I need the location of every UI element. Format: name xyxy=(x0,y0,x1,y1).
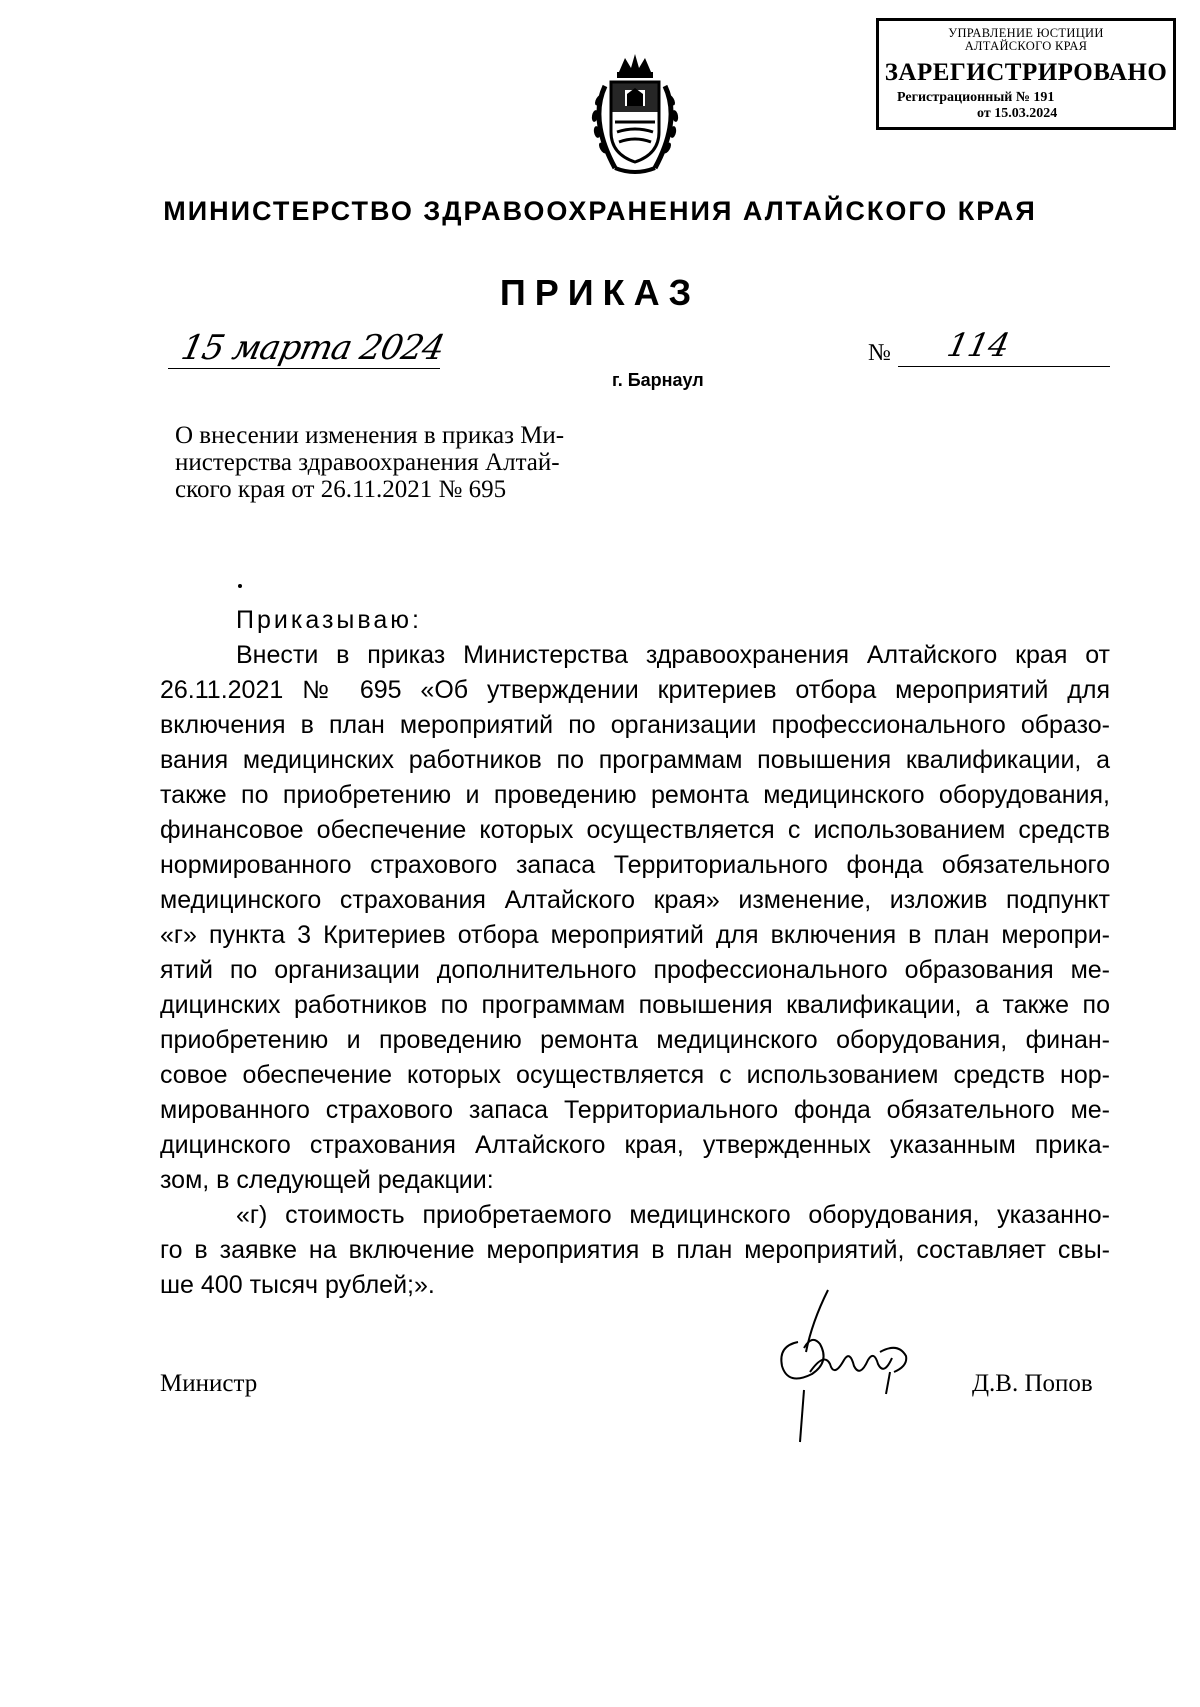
body-line: дицинского страхования Алтайского края, утвержденных указанным прика- xyxy=(160,1131,1110,1159)
body-line: приобретению и проведению ремонта медицинского оборудования, финан- xyxy=(160,1026,1110,1054)
subject-line: О внесении изменения в приказ Ми- xyxy=(175,422,565,449)
stray-dot xyxy=(238,584,242,588)
body-line: нормированного страхового запаса Территориального фонда обязательного xyxy=(160,851,1110,879)
stamp-reg-number: 191 xyxy=(1033,90,1055,105)
body-line: Внести в приказ Министерства здравоохранения Алтайского края от xyxy=(236,641,1110,669)
city-label: г. Барнаул xyxy=(612,370,704,390)
date-underline xyxy=(168,368,440,369)
document-type-title: ПРИКАЗ xyxy=(499,272,701,313)
body-line: мированного страхового запаса Территориального фонда обязательного ме- xyxy=(160,1096,1110,1124)
stamp-date-row xyxy=(879,106,1173,122)
subject-line: ского края от 26.11.2021 № 695 xyxy=(175,476,507,503)
body-line: го в заявке на включение мероприятия в план мероприятий, составляет свы- xyxy=(160,1236,1110,1264)
body-line: ше 400 тысяч рублей;». xyxy=(160,1271,435,1299)
handwritten-signature-icon xyxy=(768,1282,928,1452)
number-label: № xyxy=(868,340,891,366)
body-line: включения в план мероприятий по организации профессионального образо- xyxy=(160,711,1110,739)
body-line: совое обеспечение которых осуществляется с использованием средств нор- xyxy=(160,1061,1110,1089)
body-line: 26.11.2021 № 695 «Об утверждении критериев отбора мероприятий для xyxy=(160,676,1110,704)
order-subject xyxy=(175,422,645,503)
altai-krai-coat-of-arms-icon xyxy=(575,50,695,180)
body-line: вания медицинских работников по программам повышения квалификации, а xyxy=(160,746,1110,774)
body-line: «г) стоимость приобретаемого медицинского оборудования, указанно- xyxy=(236,1201,1110,1229)
number-underline xyxy=(898,366,1110,367)
handwritten-date: 15 марта 2024 xyxy=(177,328,448,368)
body-line: также по приобретению и проведению ремонта медицинского оборудования, xyxy=(160,781,1110,809)
signer-position: Министр xyxy=(160,1370,258,1397)
stamp-date: 15.03.2024 xyxy=(994,106,1058,121)
handwritten-number: 114 xyxy=(943,326,1014,364)
ministry-title: МИНИСТЕРСТВО ЗДРАВООХРАНЕНИЯ АЛТАЙСКОГО КРАЯ xyxy=(163,196,1037,226)
stamp-org-line2: АЛТАЙСКОГО КРАЯ xyxy=(964,39,1088,53)
order-directive: Приказываю: xyxy=(236,606,422,634)
stamp-org-line1: УПРАВЛЕНИЕ ЮСТИЦИИ xyxy=(948,26,1104,40)
body-line: зом, в следующей редакции: xyxy=(160,1166,494,1194)
body-line: финансовое обеспечение которых осуществляется с использованием средств xyxy=(160,816,1110,844)
stamp-reg-number-row xyxy=(879,89,1173,106)
order-body xyxy=(160,603,1110,1303)
stamp-date-label: от xyxy=(977,106,991,121)
body-line: ятий по организации дополнительного профессионального образования ме- xyxy=(160,956,1110,984)
body-line: дицинских работников по программам повышения квалификации, а также по xyxy=(160,991,1110,1019)
stamp-reg-label: Регистрационный № xyxy=(897,90,1030,105)
stamp-status: ЗАРЕГИСТРИРОВАНО xyxy=(884,59,1168,86)
body-line: медицинского страхования Алтайского края» изменение, изложив подпункт xyxy=(160,886,1110,914)
registration-stamp xyxy=(876,18,1176,130)
signer-name: Д.В. Попов xyxy=(972,1370,1093,1397)
body-line: «г» пункта 3 Критериев отбора мероприятий для включения в план меропри- xyxy=(160,921,1110,949)
subject-line: нистерства здравоохранения Алтай- xyxy=(175,449,560,476)
